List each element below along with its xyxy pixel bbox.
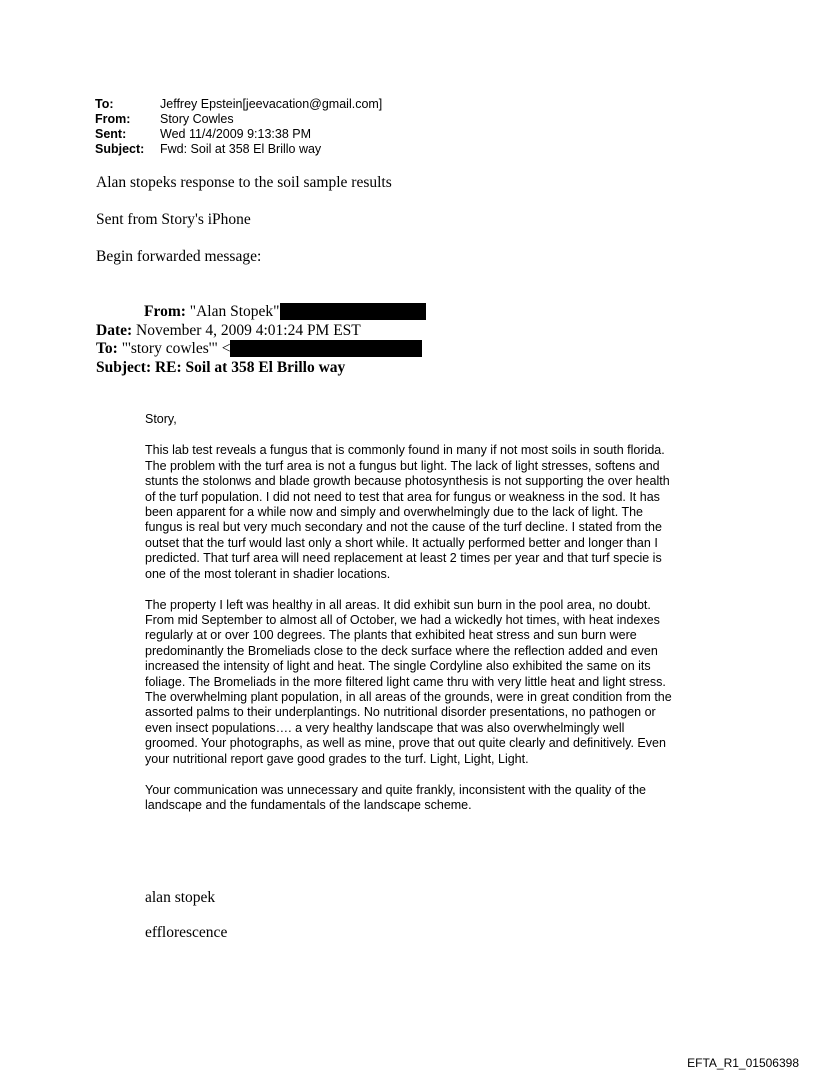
signature-company: efflorescence [145,924,228,941]
paragraph: Your communication was unnecessary and quite frankly, inconsistent with the quality of the landscape and the fundamentals of the landscape scheme. [145,782,646,812]
signature-name: alan stopek [145,889,216,906]
sent-from-line: Sent from Story's iPhone [96,211,251,228]
header-to-row [95,97,382,112]
intro-line: Alan stopeks response to the soil sample results [96,174,392,191]
document-id: EFTA_R1_01506398 [687,1056,799,1070]
header-subject-row [95,142,382,157]
begin-forwarded-line: Begin forwarded message: [96,248,262,265]
sent-value: Wed 11/4/2009 9:13:38 PM [160,127,312,141]
fwd-subject-label: Subject: [96,358,152,376]
fwd-from-row [96,303,426,322]
from-value: Story Cowles [160,112,234,126]
fwd-subject-row [96,359,426,378]
fwd-date-label: Date: [96,321,133,339]
fwd-date-row [96,322,426,341]
forwarded-header [96,303,426,377]
paragraph: The property I left was healthy in all areas. It did exhibit sun burn in the pool area, no doubt. From mid September to almost all of October, we had a wickedly hot times, with heat indexes regularly at or over 100 degrees. The plants that exhibited heat stress and sun burn were predominantly the Bromeliads close to the deck surface where the reflection added and even increased the intensity of light and heat. The single Cordyline also exhibited the same on its foliage. The Bromeliads in the more filtered light came thru with very little heat and light stress. The overwhelming plant population, in all areas of the grounds, were in great condition from the assorted palms to their underplantings. No nutritional disorder presentations, no pathogen or even insect populations…. a very healthy landscape that was also overwhelmingly well groomed. Your photographs, as well as mine, prove that out quite clearly and definitively. Even your nutritional report gave good grades to the turf. Light, Light, Light. [145,597,672,766]
to-label: To: [95,97,114,111]
from-label: From: [95,112,131,126]
greeting: Story, [145,412,177,426]
redaction-block [280,303,426,320]
header-sent-row [95,127,382,142]
fwd-from-label: From: [144,303,186,320]
message-body [145,412,675,829]
paragraph: This lab test reveals a fungus that is commonly found in many if not most soils in south florida. The problem with the turf area is not a fungus but light. The lack of light stresses, softens and stunts the stolonws and blade growth because photosynthesis is not supporting the over health of the turf population. I did not need to test that area for fungus or weakness in the sod. It has been apparent for a while now and simply and overwhelmingly due to the lack of light. The fungus is real but very much secondary and not the cause of the turf decline. I stated from the outset that the turf would last only a short while. It actually performed better and longer than I predicted. That turf area will need replacement at least 2 times per year and that turf specie is one of the most tolerant in shadier locations. [145,443,670,581]
subject-value: Fwd: Soil at 358 El Brillo way [160,142,322,156]
to-value: Jeffrey Epstein[jeevacation@gmail.com] [160,97,383,111]
subject-label: Subject: [95,142,145,156]
fwd-to-row [96,340,426,359]
header-from-row [95,112,382,127]
fwd-to-label: To: [96,340,118,357]
fwd-to-value: "'story cowles'" < [121,340,231,357]
fwd-subject-value: RE: Soil at 358 El Brillo way [154,358,346,376]
fwd-from-value: "Alan Stopek" [189,303,280,320]
sent-label: Sent: [95,127,127,141]
redaction-block [230,340,422,357]
fwd-date-value: November 4, 2009 4:01:24 PM EST [136,321,361,339]
email-header [95,97,382,157]
